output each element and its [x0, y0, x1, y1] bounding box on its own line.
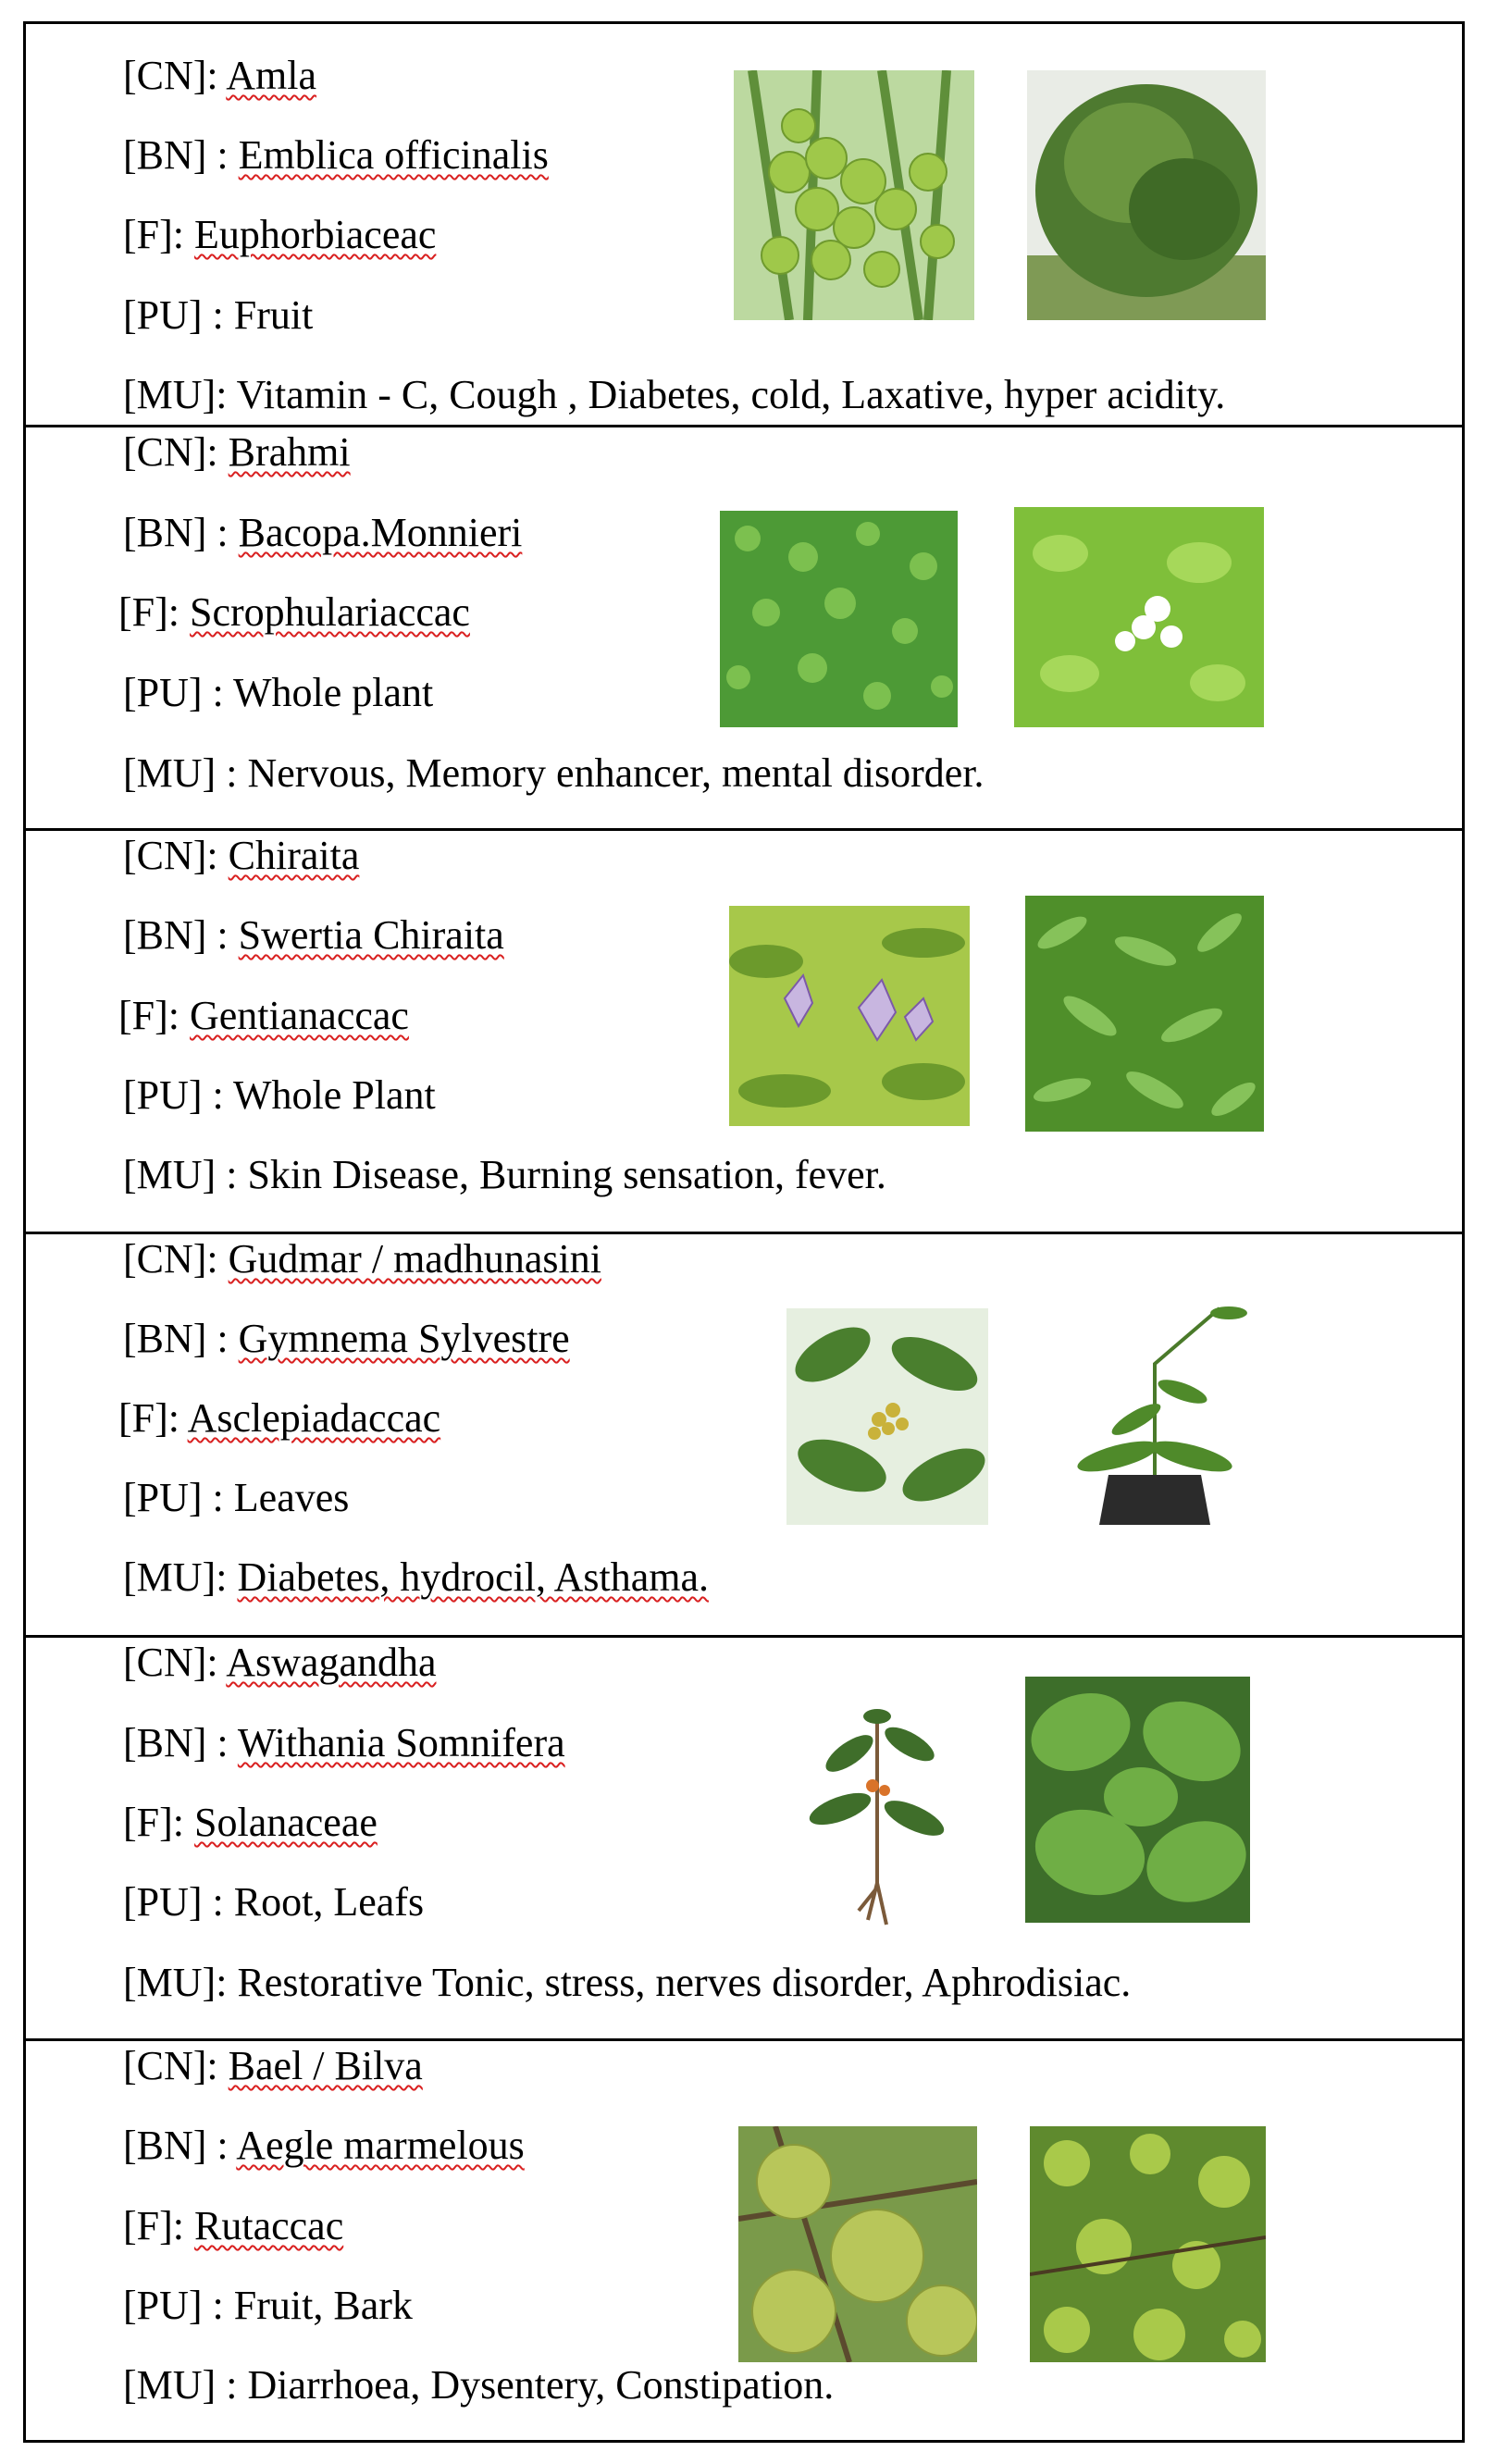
bn-label: [BN] : — [123, 132, 239, 178]
plant-row-chiraita — [26, 831, 1462, 1234]
family-name: Solanaceae — [194, 1800, 378, 1845]
family-name: Gentianaccac — [190, 993, 409, 1038]
part-used: Leaves — [233, 1475, 350, 1520]
bn-label: [BN] : — [123, 510, 239, 555]
common-name: Brahmi — [228, 429, 351, 475]
mu-label: [MU]: — [123, 372, 237, 417]
mu-label: [MU]: — [123, 1960, 238, 2005]
family-name: Euphorbiaceac — [194, 212, 437, 257]
bn-label: [BN] : — [123, 1720, 238, 1765]
family-line — [123, 210, 436, 260]
part-used: Fruit, Bark — [233, 2283, 413, 2328]
cn-label: [CN]: — [123, 2043, 229, 2088]
family-name: Rutaccac — [194, 2203, 344, 2248]
bn-line — [123, 130, 549, 180]
plant-row-gudmar — [26, 1234, 1462, 1638]
family-line — [123, 2201, 343, 2251]
mu-label: [MU] : — [123, 1152, 248, 1197]
mu-line — [123, 749, 984, 799]
mu-label: [MU] : — [123, 750, 248, 796]
aswagandha-root-plant-photo — [785, 1698, 970, 1929]
pu-line — [123, 291, 313, 341]
family-line — [118, 588, 470, 638]
botanical-name: Swertia Chiraita — [238, 912, 504, 958]
family-label: [F]: — [118, 589, 190, 635]
pu-label: [PU] : — [123, 2283, 234, 2328]
bn-line — [123, 2121, 525, 2171]
plant-row-bael — [26, 2041, 1462, 2443]
medicinal-use: Nervous, Memory enhancer, mental disorder. — [247, 750, 984, 796]
common-name: Amla — [226, 53, 316, 98]
cn-label: [CN]: — [123, 429, 229, 475]
pu-line — [123, 2281, 413, 2331]
cn-label: [CN]: — [123, 1236, 229, 1282]
mu-line — [123, 1150, 886, 1200]
bn-label: [BN] : — [123, 912, 239, 958]
cn-line — [123, 1638, 437, 1688]
botanical-name: Emblica officinalis — [238, 132, 549, 178]
cn-line — [123, 51, 316, 101]
cn-label: [CN]: — [123, 53, 227, 98]
plant-row-amla — [26, 24, 1462, 427]
chiraita-leaves-photo — [1025, 896, 1264, 1132]
bn-line — [123, 1314, 570, 1364]
family-label: [F]: — [118, 993, 190, 1038]
common-name: Bael / Bilva — [228, 2043, 423, 2088]
mu-label: [MU]: — [123, 1554, 238, 1600]
medicinal-use: Diabetes, hydrocil, Asthama. — [237, 1554, 709, 1600]
botanical-name: Gymnema Sylvestre — [238, 1316, 570, 1361]
botanical-name: Aegle marmelous — [236, 2123, 525, 2168]
gudmar-potted-plant-photo — [1034, 1290, 1266, 1525]
mu-line — [123, 370, 1225, 420]
cn-label: [CN]: — [123, 1640, 227, 1685]
cn-label: [CN]: — [123, 833, 229, 878]
common-name: Gudmar / madhunasini — [228, 1236, 601, 1282]
family-line — [123, 1798, 378, 1848]
family-label: [F]: — [118, 1395, 188, 1441]
family-label: [F]: — [123, 1800, 194, 1845]
pu-label: [PU] : — [123, 1072, 233, 1118]
bn-line — [123, 508, 522, 558]
plant-row-brahmi — [26, 427, 1462, 831]
botanical-name: Bacopa.Monnieri — [238, 510, 523, 555]
medicinal-use: Skin Disease, Burning sensation, fever. — [247, 1152, 886, 1197]
medicinal-use: Diarrhoea, Dysentery, Constipation. — [247, 2362, 835, 2408]
part-used: Whole Plant — [232, 1072, 436, 1118]
bn-label: [BN] : — [123, 1316, 239, 1361]
pu-line — [123, 1877, 424, 1927]
pu-line — [123, 1071, 436, 1121]
medicinal-use: Vitamin - C, Cough , Diabetes, cold, Laxative, hyper acidity. — [236, 372, 1226, 417]
common-name: Aswagandha — [226, 1640, 437, 1685]
medicinal-plants-table — [23, 21, 1465, 2443]
medicinal-use: Restorative Tonic, stress, nerves disorder, Aphrodisiac. — [237, 1960, 1132, 2005]
pu-label: [PU] : — [123, 1879, 234, 1925]
aswagandha-leaves-photo — [1025, 1677, 1250, 1923]
chiraita-flower-photo — [729, 906, 970, 1126]
cn-line — [123, 831, 359, 881]
pu-line — [123, 668, 433, 718]
amla-fruit-photo — [734, 70, 974, 320]
cn-line — [123, 1234, 601, 1284]
part-used: Whole plant — [232, 670, 434, 715]
cn-line — [123, 427, 351, 477]
mu-label: [MU] : — [123, 2362, 248, 2408]
part-used: Fruit — [233, 292, 314, 338]
pu-line — [123, 1473, 349, 1523]
plant-row-aswagandha — [26, 1638, 1462, 2041]
mu-line — [123, 1553, 709, 1603]
gudmar-flower-photo — [786, 1308, 988, 1525]
part-used: Root, Leafs — [233, 1879, 425, 1925]
family-name: Scrophulariaccac — [190, 589, 470, 635]
pu-label: [PU] : — [123, 1475, 234, 1520]
amla-tree-photo — [1027, 70, 1266, 320]
family-label: [F]: — [123, 212, 194, 257]
family-line — [118, 991, 409, 1041]
mu-line — [123, 1958, 1131, 2008]
family-label: [F]: — [123, 2203, 194, 2248]
cn-line — [123, 2041, 423, 2091]
pu-label: [PU] : — [123, 292, 234, 338]
bael-fruit-photo — [738, 2126, 977, 2362]
brahmi-field-photo — [720, 511, 958, 727]
bn-label: [BN] : — [123, 2123, 237, 2168]
bn-line — [123, 910, 504, 960]
family-line — [118, 1393, 440, 1443]
bael-tree-photo — [1030, 2126, 1266, 2362]
pu-label: [PU] : — [123, 670, 233, 715]
bn-line — [123, 1718, 565, 1768]
common-name: Chiraita — [228, 833, 360, 878]
mu-line — [123, 2360, 834, 2410]
family-name: Asclepiadaccac — [187, 1395, 441, 1441]
brahmi-flower-photo — [1014, 507, 1264, 727]
botanical-name: Withania Somnifera — [237, 1720, 565, 1765]
